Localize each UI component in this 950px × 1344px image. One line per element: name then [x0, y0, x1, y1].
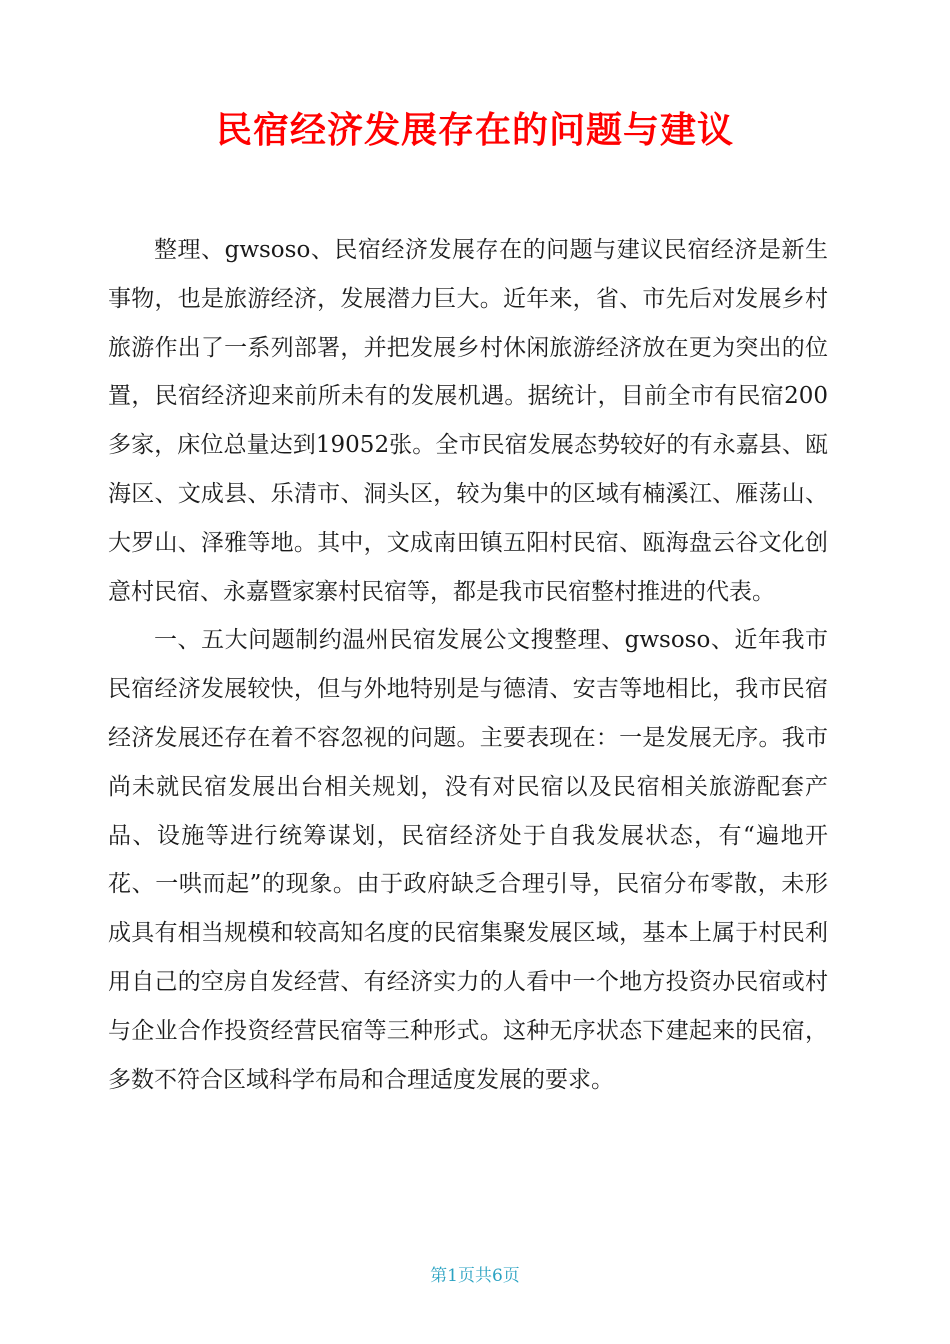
body-paragraph-2: 一、五大问题制约温州民宿发展公文搜整理、gwsoso、近年我市民宿经济发展较快，但与外地特别是与德清、安吉等地相比，我市民宿经济发展还存在着不容忽视的问题。主要表现在：一是发展无序。我市尚未就民宿发展出台相关规划，没有对民宿以及民宿相关旅游配套产品、设施等进行统筹谋划，民宿经济处于自我发展状态，有“遍地开花、一哄而起”的现象。由于政府缺乏合理引导，民宿分布零散，未形成具有相当规模和较高知名度的民宿集聚发展区域，基本上属于村民利用自己的空房自发经营、有经济实力的人看中一个地方投资办民宿或村与企业合作投资经营民宿等三种形式。这种无序状态下建起来的民宿，多数不符合区域科学布局和合理适度发展的要求。: [108, 627, 828, 1093]
document-body: [108, 226, 828, 1104]
document-title: 民宿经济发展存在的问题与建议: [215, 110, 734, 151]
body-paragraph-1: 整理、gwsoso、民宿经济发展存在的问题与建议民宿经济是新生事物，也是旅游经济，发展潜力巨大。近年来，省、市先后对发展乡村旅游作出了一系列部署，并把发展乡村休闲旅游经济放在更为突出的位置，民宿经济迎来前所未有的发展机遇。据统计，目前全市有民宿200多家，床位总量达到19052张。全市民宿发展态势较好的有永嘉县、瓯海区、文成县、乐清市、洞头区，较为集中的区域有楠溪江、雁荡山、大罗山、泽雅等地。其中，文成南田镇五阳村民宿、瓯海盘云谷文化创意村民宿、永嘉暨家寨村民宿等，都是我市民宿整村推进的代表。: [108, 237, 828, 605]
page-footer: 第1页共6页: [430, 1266, 520, 1286]
